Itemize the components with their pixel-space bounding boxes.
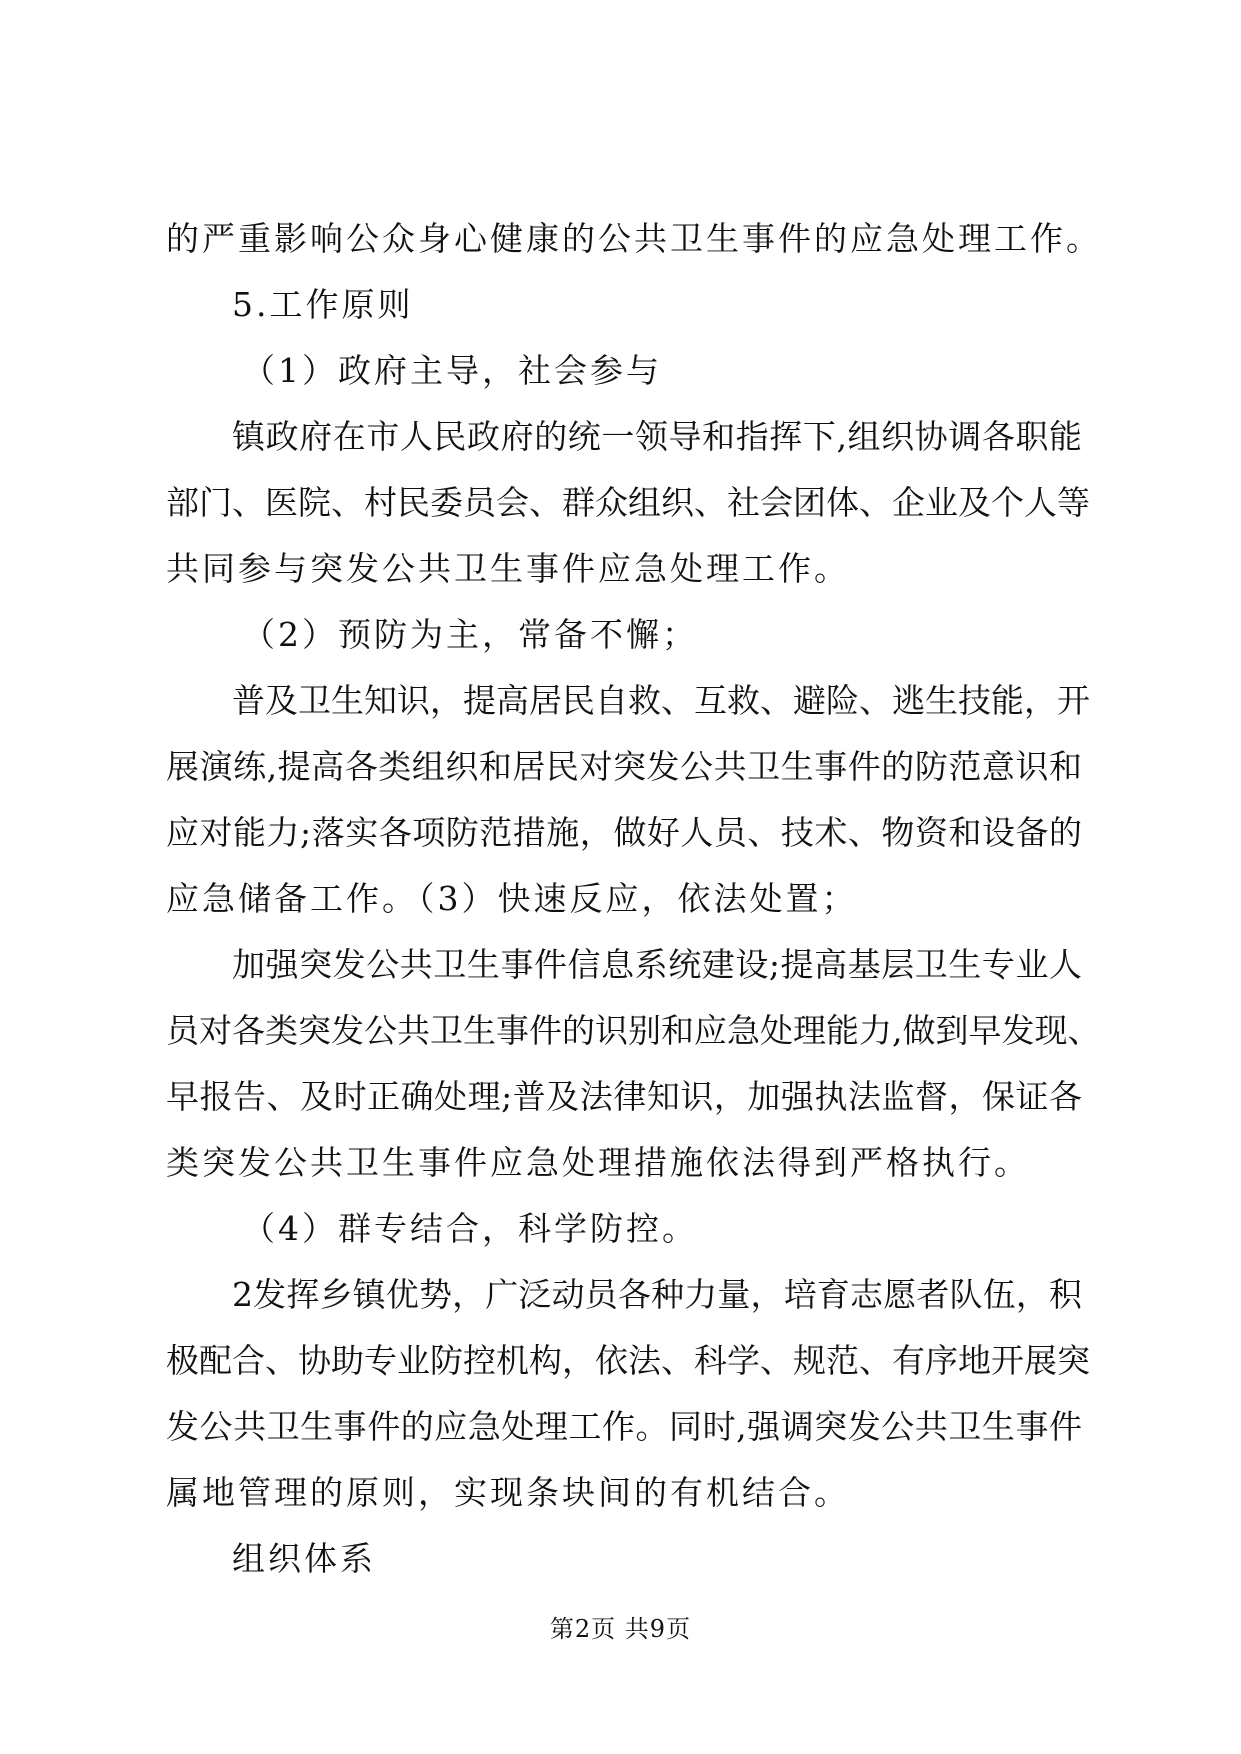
paragraph-line: 属地管理的原则，实现条块间的有机结合。 [166,1473,850,1512]
document-body [166,206,1102,1592]
paragraph-line: 共同参与突发公共卫生事件应急处理工作。 [166,549,850,588]
page-number-footer: 第2页 共9页 [549,1615,692,1643]
subsection-heading: （4）群专结合，科学防控。 [242,1209,698,1248]
subsection-heading: （2）预防为主，常备不懈； [242,615,698,654]
paragraph-line: 2发挥乡镇优势，广泛动员各种力量，培育志愿者队伍，积 [232,1275,1082,1314]
paragraph-line: 早报告、及时正确处理;普及法律知识，加强执法监督，保证各 [166,1077,1082,1116]
paragraph-line: 应急储备工作。（3）快速反应，依法处置； [166,879,858,918]
section-heading: 5.工作原则 [232,285,414,324]
paragraph-line: 普及卫生知识，提高居民自救、互救、避险、逃生技能，开 [232,681,1090,720]
section-heading: 组织体系 [232,1539,376,1578]
paragraph-line: 员对各类突发公共卫生事件的识别和应急处理能力,做到早发现、 [166,1011,1101,1050]
paragraph-line: 极配合、协助专业防控机构，依法、科学、规范、有序地开展突 [166,1341,1090,1380]
paragraph-line: 展演练,提高各类组织和居民对突发公共卫生事件的防范意识和 [166,747,1082,786]
paragraph-line: 部门、医院、村民委员会、群众组织、社会团体、企业及个人等 [166,483,1090,522]
paragraph-line: 应对能力;落实各项防范措施，做好人员、技术、物资和设备的 [166,813,1082,852]
subsection-heading: （1）政府主导，社会参与 [242,351,662,390]
paragraph-line: 加强突发公共卫生事件信息系统建设;提高基层卫生专业人 [232,945,1082,984]
paragraph-line: 发公共卫生事件的应急处理工作。同时,强调突发公共卫生事件 [166,1407,1082,1446]
paragraph-line: 的严重影响公众身心健康的公共卫生事件的应急处理工作。 [166,219,1102,258]
paragraph-line: 类突发公共卫生事件应急处理措施依法得到严格执行。 [166,1143,1030,1182]
paragraph-line: 镇政府在市人民政府的统一领导和指挥下,组织协调各职能 [232,417,1082,456]
